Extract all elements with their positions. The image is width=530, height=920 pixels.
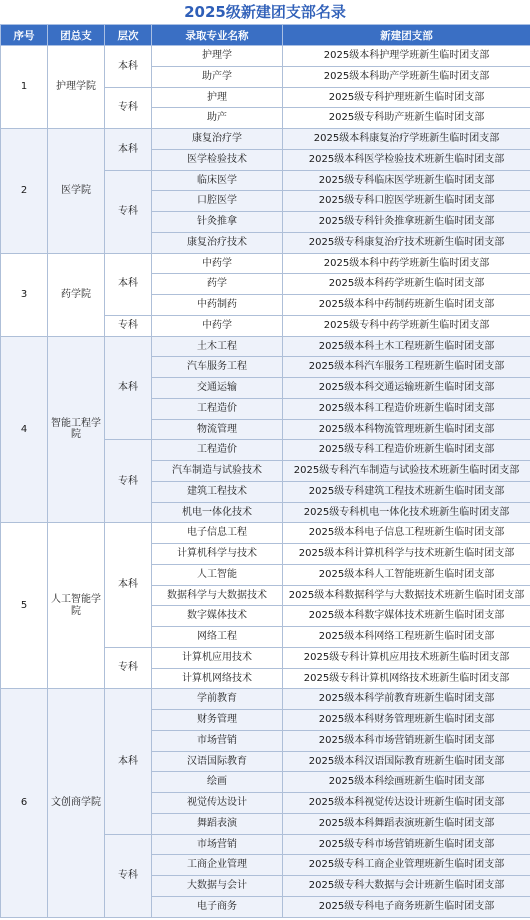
college-name: 护理学院 xyxy=(48,46,105,129)
table-body xyxy=(1,46,530,918)
major-cell: 绘画 xyxy=(152,772,283,793)
branch-cell: 2025级专科计算机应用技术班新生临时团支部 xyxy=(283,647,530,668)
branch-cell: 2025级专科建筑工程技术班新生临时团支部 xyxy=(283,481,530,502)
branch-cell: 2025级专科中药学班新生临时团支部 xyxy=(283,315,530,336)
level-cell: 专科 xyxy=(105,170,152,253)
table-row xyxy=(1,689,530,710)
major-cell: 汉语国际教育 xyxy=(152,751,283,772)
branch-cell: 2025级专科护理班新生临时团支部 xyxy=(283,87,530,108)
row-number: 2 xyxy=(1,129,48,254)
table-row xyxy=(1,253,530,274)
branch-cell: 2025级专科康复治疗技术班新生临时团支部 xyxy=(283,232,530,253)
branch-cell: 2025级本科医学检验技术班新生临时团支部 xyxy=(283,149,530,170)
major-cell: 工程造价 xyxy=(152,440,283,461)
major-cell: 护理 xyxy=(152,87,283,108)
branch-cell: 2025级专科口腔医学班新生临时团支部 xyxy=(283,191,530,212)
row-number: 3 xyxy=(1,253,48,336)
major-cell: 助产学 xyxy=(152,66,283,87)
level-cell: 本科 xyxy=(105,689,152,834)
level-cell: 本科 xyxy=(105,129,152,171)
major-cell: 视觉传达设计 xyxy=(152,793,283,814)
major-cell: 网络工程 xyxy=(152,627,283,648)
branch-cell: 2025级本科舞蹈表演班新生临时团支部 xyxy=(283,813,530,834)
major-cell: 建筑工程技术 xyxy=(152,481,283,502)
table-row xyxy=(1,336,530,357)
branch-cell: 2025级本科电子信息工程班新生临时团支部 xyxy=(283,523,530,544)
level-cell: 本科 xyxy=(105,253,152,315)
major-cell: 医学检验技术 xyxy=(152,149,283,170)
branch-table xyxy=(0,24,530,918)
branch-cell: 2025级本科助产学班新生临时团支部 xyxy=(283,66,530,87)
header-no: 序号 xyxy=(1,25,48,46)
major-cell: 学前教育 xyxy=(152,689,283,710)
major-cell: 市场营销 xyxy=(152,834,283,855)
college-name: 智能工程学院 xyxy=(48,336,105,523)
header-level: 层次 xyxy=(105,25,152,46)
branch-cell: 2025级本科绘画班新生临时团支部 xyxy=(283,772,530,793)
header-branch: 新建团支部 xyxy=(283,25,530,46)
college-name: 药学院 xyxy=(48,253,105,336)
branch-cell: 2025级专科工程造价班新生临时团支部 xyxy=(283,440,530,461)
major-cell: 财务管理 xyxy=(152,710,283,731)
major-cell: 康复治疗技术 xyxy=(152,232,283,253)
row-number: 5 xyxy=(1,523,48,689)
branch-cell: 2025级本科护理学班新生临时团支部 xyxy=(283,46,530,67)
major-cell: 中药制药 xyxy=(152,295,283,316)
branch-cell: 2025级本科康复治疗学班新生临时团支部 xyxy=(283,129,530,150)
header-major: 录取专业名称 xyxy=(152,25,283,46)
branch-cell: 2025级专科助产班新生临时团支部 xyxy=(283,108,530,129)
branch-cell: 2025级本科工程造价班新生临时团支部 xyxy=(283,398,530,419)
major-cell: 针灸推拿 xyxy=(152,212,283,233)
branch-cell: 2025级本科中药制药班新生临时团支部 xyxy=(283,295,530,316)
branch-cell: 2025级专科针灸推拿班新生临时团支部 xyxy=(283,212,530,233)
major-cell: 汽车服务工程 xyxy=(152,357,283,378)
branch-cell: 2025级本科财务管理班新生临时团支部 xyxy=(283,710,530,731)
major-cell: 交通运输 xyxy=(152,378,283,399)
row-number: 4 xyxy=(1,336,48,523)
branch-cell: 2025级专科工商企业管理班新生临时团支部 xyxy=(283,855,530,876)
college-name: 人工智能学院 xyxy=(48,523,105,689)
branch-cell: 2025级本科汽车服务工程班新生临时团支部 xyxy=(283,357,530,378)
major-cell: 工程造价 xyxy=(152,398,283,419)
major-cell: 物流管理 xyxy=(152,419,283,440)
level-cell: 专科 xyxy=(105,440,152,523)
branch-cell: 2025级专科电子商务班新生临时团支部 xyxy=(283,896,530,917)
major-cell: 电子商务 xyxy=(152,896,283,917)
branch-cell: 2025级专科汽车制造与试验技术班新生临时团支部 xyxy=(283,461,530,482)
branch-cell: 2025级专科市场营销班新生临时团支部 xyxy=(283,834,530,855)
branch-cell: 2025级本科市场营销班新生临时团支部 xyxy=(283,730,530,751)
level-cell: 本科 xyxy=(105,336,152,440)
major-cell: 计算机网络技术 xyxy=(152,668,283,689)
major-cell: 土木工程 xyxy=(152,336,283,357)
branch-cell: 2025级本科数据科学与大数据技术班新生临时团支部 xyxy=(283,585,530,606)
college-name: 文创商学院 xyxy=(48,689,105,917)
major-cell: 汽车制造与试验技术 xyxy=(152,461,283,482)
branch-cell: 2025级本科计算机科学与技术班新生临时团支部 xyxy=(283,544,530,565)
major-cell: 计算机应用技术 xyxy=(152,647,283,668)
major-cell: 工商企业管理 xyxy=(152,855,283,876)
major-cell: 护理学 xyxy=(152,46,283,67)
level-cell: 专科 xyxy=(105,834,152,917)
branch-cell: 2025级本科视觉传达设计班新生临时团支部 xyxy=(283,793,530,814)
major-cell: 舞蹈表演 xyxy=(152,813,283,834)
header-college: 团总支 xyxy=(48,25,105,46)
major-cell: 药学 xyxy=(152,274,283,295)
document-title: 2025级新建团支部名录 xyxy=(184,3,346,21)
branch-cell: 2025级专科临床医学班新生临时团支部 xyxy=(283,170,530,191)
level-cell: 专科 xyxy=(105,647,152,689)
major-cell: 口腔医学 xyxy=(152,191,283,212)
college-name: 医学院 xyxy=(48,129,105,254)
table-row xyxy=(1,523,530,544)
branch-cell: 2025级本科数字媒体技术班新生临时团支部 xyxy=(283,606,530,627)
major-cell: 临床医学 xyxy=(152,170,283,191)
branch-cell: 2025级本科汉语国际教育班新生临时团支部 xyxy=(283,751,530,772)
branch-cell: 2025级专科大数据与会计班新生临时团支部 xyxy=(283,876,530,897)
row-number: 6 xyxy=(1,689,48,917)
major-cell: 数字媒体技术 xyxy=(152,606,283,627)
level-cell: 专科 xyxy=(105,315,152,336)
major-cell: 助产 xyxy=(152,108,283,129)
branch-cell: 2025级专科机电一体化技术班新生临时团支部 xyxy=(283,502,530,523)
header-row xyxy=(1,25,530,46)
major-cell: 中药学 xyxy=(152,253,283,274)
branch-cell: 2025级专科计算机网络技术班新生临时团支部 xyxy=(283,668,530,689)
major-cell: 电子信息工程 xyxy=(152,523,283,544)
table-row xyxy=(1,129,530,150)
branch-cell: 2025级本科交通运输班新生临时团支部 xyxy=(283,378,530,399)
level-cell: 本科 xyxy=(105,523,152,648)
branch-cell: 2025级本科中药学班新生临时团支部 xyxy=(283,253,530,274)
table-row xyxy=(1,46,530,67)
major-cell: 人工智能 xyxy=(152,564,283,585)
major-cell: 大数据与会计 xyxy=(152,876,283,897)
branch-cell: 2025级本科药学班新生临时团支部 xyxy=(283,274,530,295)
major-cell: 数据科学与大数据技术 xyxy=(152,585,283,606)
row-number: 1 xyxy=(1,46,48,129)
branch-cell: 2025级本科物流管理班新生临时团支部 xyxy=(283,419,530,440)
major-cell: 市场营销 xyxy=(152,730,283,751)
major-cell: 康复治疗学 xyxy=(152,129,283,150)
branch-cell: 2025级本科学前教育班新生临时团支部 xyxy=(283,689,530,710)
branch-cell: 2025级本科网络工程班新生临时团支部 xyxy=(283,627,530,648)
major-cell: 计算机科学与技术 xyxy=(152,544,283,565)
major-cell: 机电一体化技术 xyxy=(152,502,283,523)
level-cell: 本科 xyxy=(105,46,152,88)
major-cell: 中药学 xyxy=(152,315,283,336)
level-cell: 专科 xyxy=(105,87,152,129)
branch-cell: 2025级本科土木工程班新生临时团支部 xyxy=(283,336,530,357)
branch-cell: 2025级本科人工智能班新生临时团支部 xyxy=(283,564,530,585)
